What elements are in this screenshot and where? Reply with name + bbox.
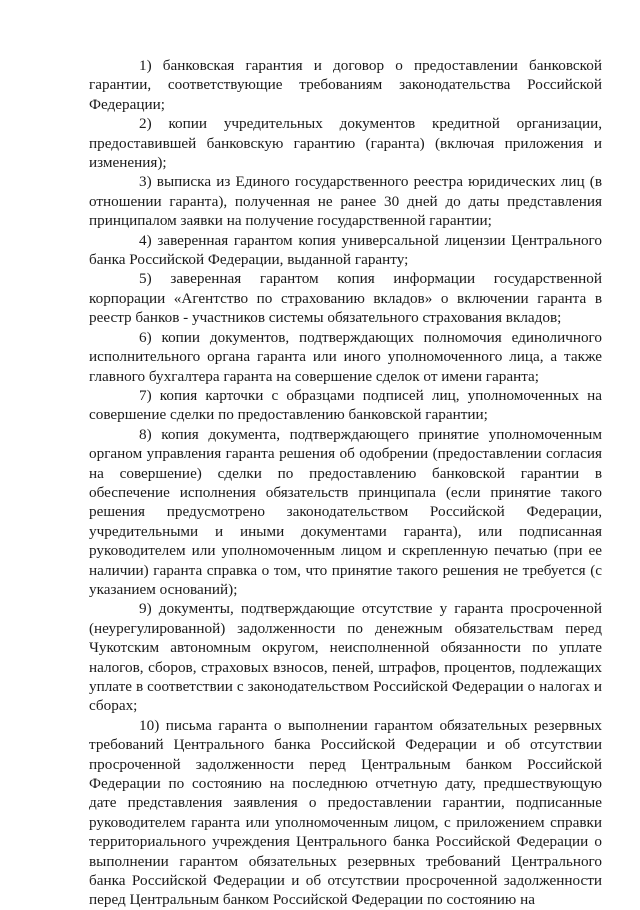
list-item-6: 6) копии документов, подтверждающих полномочия единоличного исполнительного органа гаранта или иного уполномоченного лица, а также главного бухгалтера гаранта на совершение сделок от имени гаранта; [89,328,602,385]
list-item-10: 10) письма гаранта о выполнении гарантом обязательных резервных требований Центрального банка Российской Федерации и об отсутствии просроченной задолженности перед Центральным банком Российской Федерации по состоянию на последнюю отчетную дату, предшествующую дате представления заявления о предоставлении гарантии, подписанные руководителем гаранта или уполномоченным лицом, с приложением справки территориального учреждения Центрального банка Российской Федерации о выполнении гарантом обязательных резервных требований Центрального банка Российской Федерации и об отсутствии просроченной задолженности перед Центральным банком Российской Федерации по состоянию на [89,716,602,909]
list-item-4: 4) заверенная гарантом копия универсальной лицензии Центрального банка Российской Федерации, выданной гаранту; [89,231,602,269]
list-item-8: 8) копия документа, подтверждающего принятие уполномоченным органом управления гаранта решения об одобрении (предоставлении согласия на совершение) сделки по предоставлению банковской гарантии в обеспечение исполнения обязательств принципала (если принятие такого решения предусмотрено законодательством Российской Федерации, учредительными и иными документами гаранта), или подписанная руководителем или уполномоченным лицом и скрепленную печатью (при ее наличии) гаранта справка о том, что принятие такого решения не требуется (с указанием оснований); [89,425,602,598]
list-item-1: 1) банковская гарантия и договор о предоставлении банковской гарантии, соответствующие требованиям законодательства Российской Федерации; [89,57,602,113]
list-item-9: 9) документы, подтверждающие отсутствие у гаранта просроченной (неурегулированной) задолженности по денежным обязательствам перед Чукотским автономным округом, неисполненной обязанности по уплате налогов, сборов, страховых взносов, пеней, штрафов, процентов, подлежащих уплате в соответствии с законодательством Российской Федерации о налогах и сборах; [89,600,602,715]
list-item-2: 2) копии учредительных документов кредитной организации, предоставившей банковскую гарантию (гаранта) (включая приложения и изменения); [89,115,602,172]
document-page [89,56,602,910]
list-item-3: 3) выписка из Единого государственного реестра юридических лиц (в отношении гаранта), полученная не ранее 30 дней до даты представления принципалом заявки на получение государственной гарантии; [89,173,602,230]
list-item-5: 5) заверенная гарантом копия информации государственной корпорации «Агентство по страхованию вкладов» о включении гаранта в реестр банков - участников системы обязательного страхования вкладов; [89,270,602,327]
list-item-7: 7) копия карточки с образцами подписей лиц, уполномоченных на совершение сделки по предоставлению банковской гарантии; [89,386,602,424]
